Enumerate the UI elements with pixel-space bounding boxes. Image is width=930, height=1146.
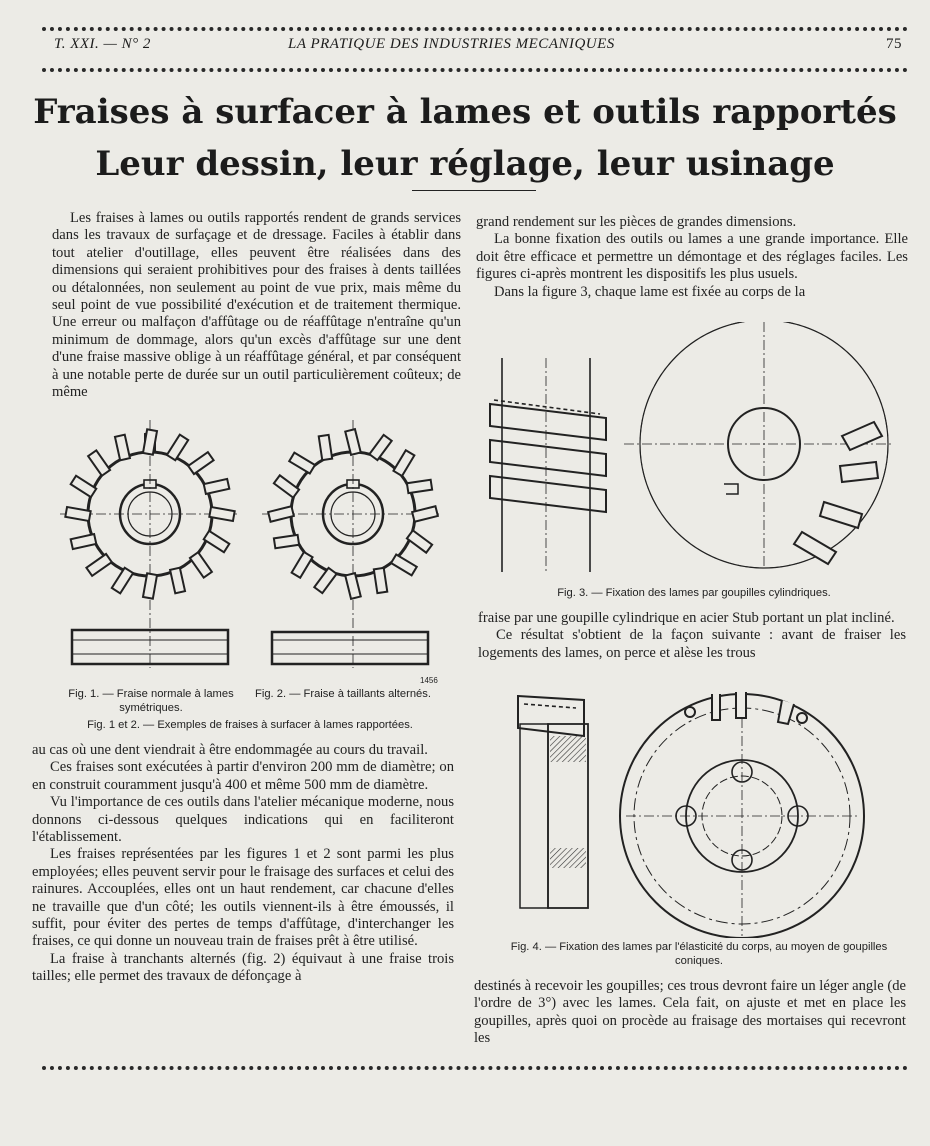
paragraph: grand rendement sur les pièces de grandes dimensions. <box>476 214 797 230</box>
cutter-tooth <box>188 452 213 474</box>
cutter-tooth <box>190 552 212 577</box>
paragraph: Les fraises à lames ou outils rapportés rendent de grands services dans les travaux de surfaçage et de dressage. Faciles à établir dans tout atelier d'outillage, elles peuvent être réalisées dans des dimensions qui seraient prohibitives pour des fraises à dents taillées ou détalonnées, non seulement au point de vue prix, mais même du seul point de vue possibilité d'exécution et de traitement thermique. Une erreur ou malfaçon d'affûtage ou de réaffûtage n'entraîne qu'un minimum de dommage, alors qu'un excès d'affûtage sur une dent d'une fraise massive oblige à un réaffûtage général, et par conséquent à une notable perte de durée sur un outil particulièrement coûteux; de même <box>52 210 461 401</box>
title-rule <box>412 190 536 191</box>
fig3-caption: Fig. 3. — Fixation des lames par goupilles cylindriques. <box>557 587 831 599</box>
right-column-top-text <box>476 214 908 301</box>
cutter-tooth <box>88 450 110 475</box>
cutter-tooth <box>314 568 336 593</box>
paragraph: La bonne fixation des outils ou lames a une grande importance. Elle doit être efficace et permettre un démontage et des réglages faciles. Les figures ci-après montrent les dispositifs les plus usuels. <box>476 231 908 283</box>
left-column-bottom-text <box>32 742 454 986</box>
cutter-tooth <box>71 534 97 549</box>
paragraph: Ces fraises sont exécutées à partir d'environ 200 mm de diamètre; on en construit couramment jusqu'à 400 et même 500 mm de diamètre. <box>32 759 454 793</box>
title-line-1: Fraises à surfacer à lames et outils rapportés <box>33 92 897 132</box>
footer-dotted-rule <box>42 1066 908 1070</box>
paragraph: Les fraises représentées par les figures 1 et 2 sont parmi les plus employées; elles peuvent servir pour le fraisage des surfaces et celui des rainures. Accouplées, elles ont un haut rendement, car chacune d'elles ne travaille que d'un côté; les outils viennent-ils à être émoussés, il suffit, pour éviter des pertes de temps d'affûtage, d'interchanger les fraises, ce qui donne un nouveau train de fraises prêt à être utilisé. <box>32 846 454 950</box>
figure-3-drawing <box>480 322 908 580</box>
figure-1-2-drawing <box>40 418 460 686</box>
title-line-2: Leur dessin, leur réglage, leur usinage <box>95 144 835 184</box>
paragraph: destinés à recevoir les goupilles; ces trous devront faire un léger angle (de l'ordre de 3°) avec les lames. Cela fait, on ajuste et met en place les goupilles, après quoi on procède au fraisage des mortaises qui recevront les <box>474 978 906 1047</box>
paragraph: Vu l'importance de ces outils dans l'atelier mécanique moderne, nous donnons ci-dessous quelques indications qui en faciliteront l'établissement. <box>32 794 454 846</box>
cutter-tooth <box>112 568 133 594</box>
volume-issue: T. XXI. — N° 2 <box>54 36 151 52</box>
cutter-tooth <box>167 435 188 461</box>
fig1-caption: Fig. 1. — Fraise normale à lames symétriques. <box>68 688 234 714</box>
fig3-side-view <box>490 358 606 572</box>
cutter-tooth <box>170 568 185 594</box>
fig4-side-view <box>518 696 588 908</box>
left-column-top-text <box>52 210 461 401</box>
article-title <box>0 86 930 190</box>
fig1-2-caption: Fig. 1 et 2. — Exemples de fraises à surfacer à lames rapportées. <box>87 719 413 731</box>
cutter-tooth <box>71 476 97 497</box>
fig2-side-view <box>272 632 428 664</box>
fig4-face-view <box>620 692 864 938</box>
cutter-tooth <box>292 552 313 578</box>
cutter-tooth <box>204 479 230 494</box>
cutter-tooth <box>319 435 332 460</box>
cutter-tooth <box>369 435 391 460</box>
cutter-tooth <box>274 475 299 497</box>
paragraph: au cas où une dent viendrait à être endommagée au cours du travail. <box>32 742 428 758</box>
fig2-caption: Fig. 2. — Fraise à taillants alternés. <box>255 688 431 700</box>
paragraph: Dans la figure 3, chaque lame est fixée au corps de la <box>494 283 806 300</box>
cutter-tooth <box>86 554 111 576</box>
cutter-tooth <box>204 531 230 552</box>
cutter-tooth <box>374 568 387 593</box>
right-column-bottom-text <box>474 978 906 1048</box>
header-bottom-dotted-rule <box>42 68 908 72</box>
paragraph: Ce résultat s'obtient de la façon suivante : avant de fraiser les logements des lames, on perce et alèse les trous <box>478 627 906 661</box>
running-header <box>50 36 908 58</box>
fig2-engraving-number: 1456 <box>420 676 438 685</box>
fig3-face-view <box>624 322 894 568</box>
paragraph: fraise par une goupille cylindrique en acier Stub portant un plat incliné. <box>478 610 895 626</box>
page-number: 75 <box>886 36 902 52</box>
cutter-tooth <box>391 554 417 575</box>
cutter-tooth <box>289 453 315 474</box>
journal-name: LA PRATIQUE DES INDUSTRIES MECANIQUES <box>288 36 615 52</box>
fig4-caption: Fig. 4. — Fixation des lames par l'élasticité du corps, au moyen de goupilles coniques. <box>510 941 888 967</box>
figure-4-drawing <box>500 688 900 938</box>
right-column-mid-text <box>478 610 906 662</box>
cutter-tooth <box>407 530 432 552</box>
paragraph: La fraise à tranchants alternés (fig. 2) équivaut à une fraise trois tailles; elle permet des travaux de défonçage à <box>32 950 454 985</box>
header-top-dotted-rule <box>42 27 908 31</box>
cutter-tooth <box>274 535 299 548</box>
cutter-tooth <box>115 435 130 461</box>
cutter-tooth <box>393 450 414 476</box>
cutter-tooth <box>407 480 432 493</box>
